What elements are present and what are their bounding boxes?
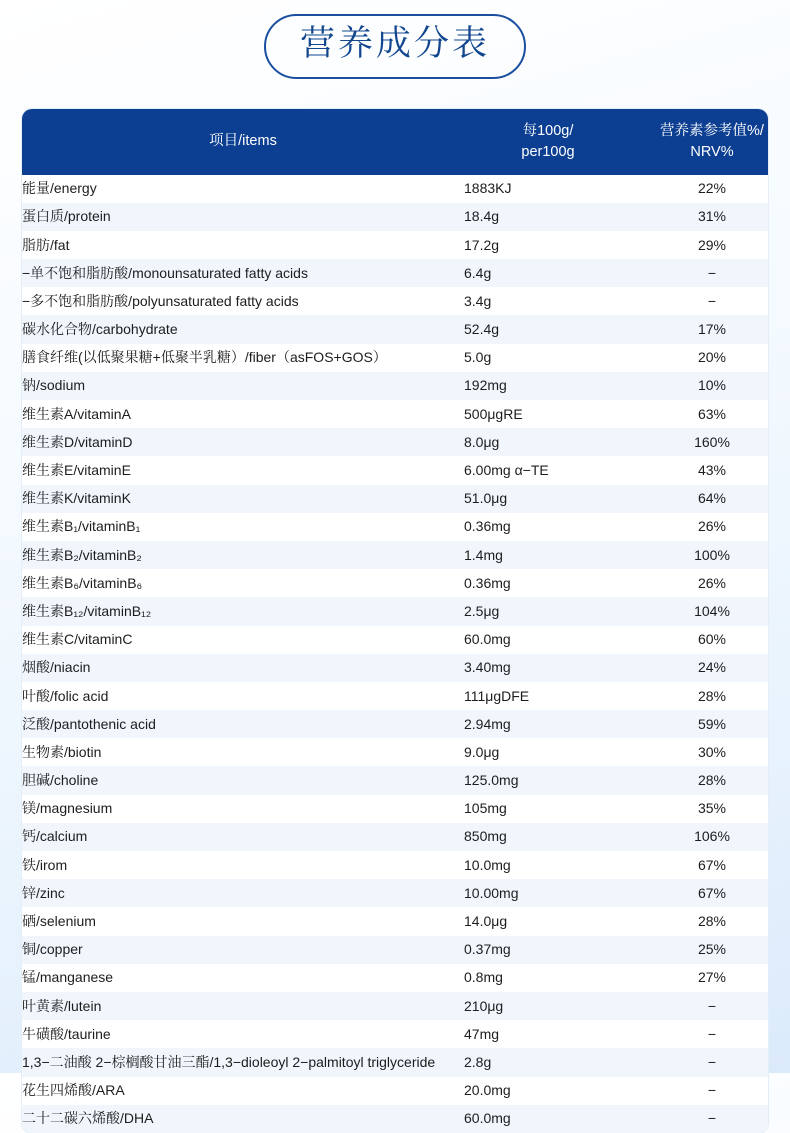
cell-nrv: 59% bbox=[632, 710, 768, 738]
cell-per-100g: 2.5μg bbox=[464, 597, 632, 625]
cell-item: −单不饱和脂肪酸/monounsaturated fatty acids bbox=[22, 259, 464, 287]
cell-nrv: 22% bbox=[632, 175, 768, 203]
cell-item: 脂肪/fat bbox=[22, 231, 464, 259]
cell-per-100g: 47mg bbox=[464, 1020, 632, 1048]
table-row bbox=[22, 964, 768, 992]
table-row bbox=[22, 992, 768, 1020]
table-row bbox=[22, 287, 768, 315]
cell-per-100g: 0.37mg bbox=[464, 936, 632, 964]
table-row bbox=[22, 428, 768, 456]
nutrition-table bbox=[22, 109, 768, 1133]
cell-per-100g: 52.4g bbox=[464, 315, 632, 343]
cell-nrv: 160% bbox=[632, 428, 768, 456]
header-nrv-line2: NRV% bbox=[690, 143, 734, 160]
cell-nrv: 26% bbox=[632, 513, 768, 541]
cell-nrv: − bbox=[632, 259, 768, 287]
cell-nrv: − bbox=[632, 1048, 768, 1076]
cell-per-100g: 210μg bbox=[464, 992, 632, 1020]
cell-item: 胆碱/choline bbox=[22, 766, 464, 794]
table-row bbox=[22, 541, 768, 569]
table-row bbox=[22, 907, 768, 935]
table-row bbox=[22, 654, 768, 682]
nutrition-table-card bbox=[22, 109, 768, 1133]
cell-per-100g: 60.0mg bbox=[464, 1105, 632, 1133]
cell-per-100g: 60.0mg bbox=[464, 626, 632, 654]
table-header bbox=[22, 109, 768, 175]
cell-item: 二十二碳六烯酸/DHA bbox=[22, 1105, 464, 1133]
cell-nrv: 31% bbox=[632, 203, 768, 231]
table-row bbox=[22, 682, 768, 710]
cell-item: 蛋白质/protein bbox=[22, 203, 464, 231]
table-row bbox=[22, 766, 768, 794]
cell-item: 维生素K/vitaminK bbox=[22, 485, 464, 513]
cell-item: 维生素D/vitaminD bbox=[22, 428, 464, 456]
cell-per-100g: 9.0μg bbox=[464, 738, 632, 766]
cell-per-100g: 0.8mg bbox=[464, 964, 632, 992]
cell-per-100g: 20.0mg bbox=[464, 1077, 632, 1105]
table-body bbox=[22, 175, 768, 1133]
cell-per-100g: 850mg bbox=[464, 823, 632, 851]
table-row bbox=[22, 1105, 768, 1133]
cell-per-100g: 17.2g bbox=[464, 231, 632, 259]
cell-item: 膳食纤维(以低聚果糖+低聚半乳糖）/fiber（asFOS+GOS） bbox=[22, 344, 464, 372]
cell-nrv: 17% bbox=[632, 315, 768, 343]
table-row bbox=[22, 344, 768, 372]
cell-item: 维生素B₆/vitaminB₆ bbox=[22, 569, 464, 597]
table-header-row bbox=[22, 109, 768, 175]
table-row bbox=[22, 203, 768, 231]
cell-item: 叶黄素/lutein bbox=[22, 992, 464, 1020]
cell-item: 维生素B₁/vitaminB₁ bbox=[22, 513, 464, 541]
cell-item: 能量/energy bbox=[22, 175, 464, 203]
cell-per-100g: 3.4g bbox=[464, 287, 632, 315]
cell-per-100g: 192mg bbox=[464, 372, 632, 400]
cell-per-100g: 105mg bbox=[464, 795, 632, 823]
cell-nrv: − bbox=[632, 1020, 768, 1048]
cell-item: 牛磺酸/taurine bbox=[22, 1020, 464, 1048]
cell-per-100g: 1.4mg bbox=[464, 541, 632, 569]
cell-item: 维生素A/vitaminA bbox=[22, 400, 464, 428]
cell-item: 锰/manganese bbox=[22, 964, 464, 992]
cell-item: 花生四烯酸/ARA bbox=[22, 1077, 464, 1105]
cell-item: −多不饱和脂肪酸/polyunsaturated fatty acids bbox=[22, 287, 464, 315]
page-title: 营养成分表 bbox=[264, 14, 526, 79]
cell-per-100g: 6.00mg α−TE bbox=[464, 456, 632, 484]
header-per-100g-line2: per100g bbox=[521, 143, 575, 160]
cell-item: 烟酸/niacin bbox=[22, 654, 464, 682]
table-row bbox=[22, 710, 768, 738]
table-row bbox=[22, 795, 768, 823]
cell-nrv: 60% bbox=[632, 626, 768, 654]
table-row bbox=[22, 597, 768, 625]
cell-item: 锌/zinc bbox=[22, 879, 464, 907]
cell-per-100g: 0.36mg bbox=[464, 513, 632, 541]
cell-per-100g: 10.0mg bbox=[464, 851, 632, 879]
cell-nrv: 104% bbox=[632, 597, 768, 625]
cell-nrv: 29% bbox=[632, 231, 768, 259]
header-item: 项目/items bbox=[22, 109, 464, 175]
cell-nrv: 28% bbox=[632, 682, 768, 710]
cell-per-100g: 0.36mg bbox=[464, 569, 632, 597]
cell-per-100g: 2.94mg bbox=[464, 710, 632, 738]
cell-nrv: 63% bbox=[632, 400, 768, 428]
header-per-100g bbox=[464, 109, 632, 175]
cell-per-100g: 18.4g bbox=[464, 203, 632, 231]
table-row bbox=[22, 400, 768, 428]
table-row bbox=[22, 851, 768, 879]
cell-item: 维生素B₁₂/vitaminB₁₂ bbox=[22, 597, 464, 625]
cell-per-100g: 10.00mg bbox=[464, 879, 632, 907]
cell-item: 维生素B₂/vitaminB₂ bbox=[22, 541, 464, 569]
cell-nrv: 43% bbox=[632, 456, 768, 484]
cell-per-100g: 8.0μg bbox=[464, 428, 632, 456]
cell-nrv: 24% bbox=[632, 654, 768, 682]
cell-item: 生物素/biotin bbox=[22, 738, 464, 766]
cell-nrv: 28% bbox=[632, 766, 768, 794]
table-row bbox=[22, 259, 768, 287]
cell-nrv: − bbox=[632, 1077, 768, 1105]
header-nrv-line1: 营养素参考值%/ bbox=[660, 122, 764, 139]
table-row bbox=[22, 231, 768, 259]
cell-item: 碳水化合物/carbohydrate bbox=[22, 315, 464, 343]
table-row bbox=[22, 456, 768, 484]
cell-nrv: 20% bbox=[632, 344, 768, 372]
table-row bbox=[22, 513, 768, 541]
cell-nrv: 35% bbox=[632, 795, 768, 823]
cell-nrv: 100% bbox=[632, 541, 768, 569]
cell-item: 镁/magnesium bbox=[22, 795, 464, 823]
cell-item: 1,3−二油酸 2−棕榈酸甘油三酯/1,3−dioleoyl 2−palmitoyl triglyceride bbox=[22, 1048, 464, 1076]
cell-item: 硒/selenium bbox=[22, 907, 464, 935]
header-nrv bbox=[632, 109, 768, 175]
title-container bbox=[0, 0, 790, 79]
table-row bbox=[22, 175, 768, 203]
cell-per-100g: 500μgRE bbox=[464, 400, 632, 428]
cell-item: 维生素E/vitaminE bbox=[22, 456, 464, 484]
cell-nrv: 28% bbox=[632, 907, 768, 935]
cell-nrv: 10% bbox=[632, 372, 768, 400]
cell-nrv: 67% bbox=[632, 851, 768, 879]
cell-item: 铁/irom bbox=[22, 851, 464, 879]
cell-item: 钙/calcium bbox=[22, 823, 464, 851]
table-row bbox=[22, 569, 768, 597]
table-row bbox=[22, 823, 768, 851]
cell-per-100g: 111μgDFE bbox=[464, 682, 632, 710]
cell-nrv: − bbox=[632, 287, 768, 315]
cell-item: 铜/copper bbox=[22, 936, 464, 964]
table-row bbox=[22, 1077, 768, 1105]
cell-per-100g: 5.0g bbox=[464, 344, 632, 372]
cell-nrv: 106% bbox=[632, 823, 768, 851]
cell-nrv: 26% bbox=[632, 569, 768, 597]
cell-item: 泛酸/pantothenic acid bbox=[22, 710, 464, 738]
table-row bbox=[22, 485, 768, 513]
cell-nrv: 30% bbox=[632, 738, 768, 766]
header-per-100g-line1: 每100g/ bbox=[522, 122, 574, 139]
cell-nrv: − bbox=[632, 1105, 768, 1133]
cell-nrv: 67% bbox=[632, 879, 768, 907]
cell-item: 钠/sodium bbox=[22, 372, 464, 400]
cell-per-100g: 2.8g bbox=[464, 1048, 632, 1076]
table-row bbox=[22, 626, 768, 654]
cell-per-100g: 3.40mg bbox=[464, 654, 632, 682]
table-row bbox=[22, 372, 768, 400]
table-row bbox=[22, 1020, 768, 1048]
cell-per-100g: 14.0μg bbox=[464, 907, 632, 935]
cell-per-100g: 125.0mg bbox=[464, 766, 632, 794]
table-row bbox=[22, 1048, 768, 1076]
cell-nrv: 27% bbox=[632, 964, 768, 992]
table-row bbox=[22, 315, 768, 343]
cell-nrv: 25% bbox=[632, 936, 768, 964]
cell-nrv: 64% bbox=[632, 485, 768, 513]
table-row bbox=[22, 879, 768, 907]
cell-nrv: − bbox=[632, 992, 768, 1020]
cell-per-100g: 6.4g bbox=[464, 259, 632, 287]
table-row bbox=[22, 738, 768, 766]
cell-item: 维生素C/vitaminC bbox=[22, 626, 464, 654]
table-row bbox=[22, 936, 768, 964]
cell-per-100g: 51.0μg bbox=[464, 485, 632, 513]
cell-item: 叶酸/folic acid bbox=[22, 682, 464, 710]
cell-per-100g: 1883KJ bbox=[464, 175, 632, 203]
